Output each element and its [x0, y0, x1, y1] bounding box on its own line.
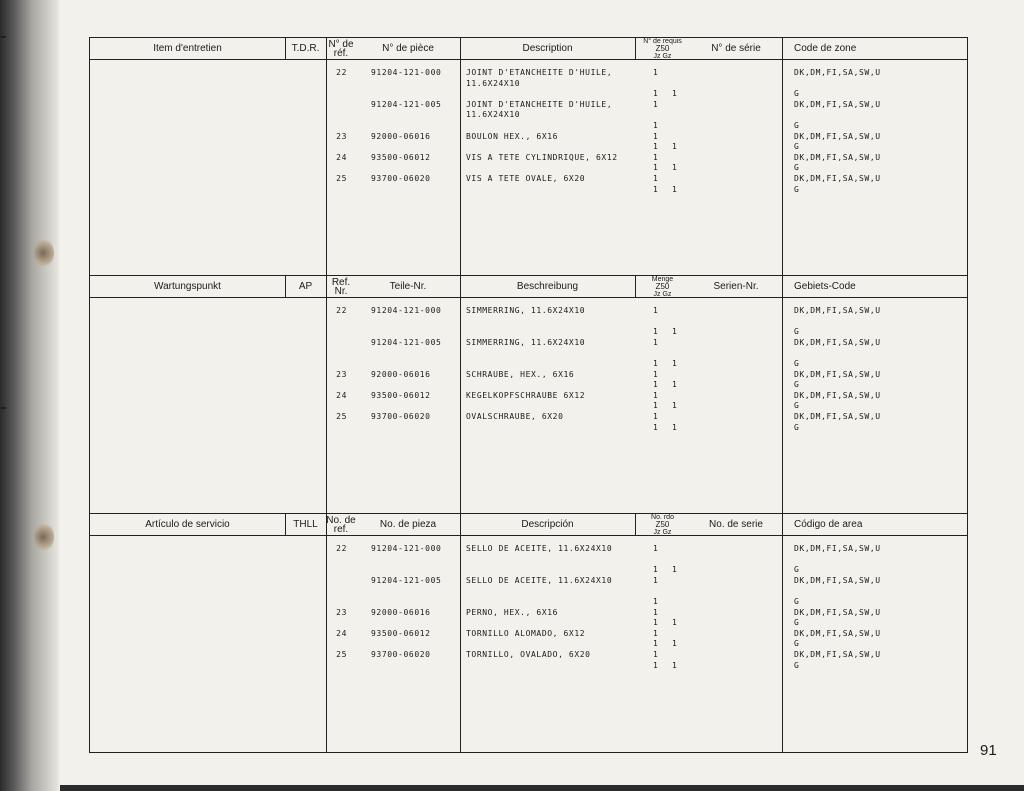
zone-code: G [794, 380, 800, 390]
part-number: 91204-121-000 [371, 306, 442, 315]
table-header [90, 276, 967, 298]
header-ref-top: N° de [328, 38, 354, 50]
part-description: 11.6X24X10 [466, 110, 521, 120]
quantity-gz: 1 [672, 89, 678, 99]
header-description: Description [522, 42, 573, 54]
ref-number: 24 [336, 152, 347, 162]
section-french [89, 37, 968, 276]
quantity-jz: 1 [653, 359, 659, 368]
header-tdr: T.D.R. [291, 42, 320, 54]
table-row [90, 380, 967, 391]
table-row [90, 661, 967, 672]
table-row [90, 650, 967, 661]
part-number: 93700-06020 [371, 412, 431, 421]
header-description: Descripción [521, 518, 574, 530]
parts-list [90, 298, 967, 513]
quantity-jz: 1 [653, 327, 659, 337]
ref-number: 22 [336, 544, 347, 553]
quantity-gz: 1 [672, 184, 678, 194]
quantity-gz: 1 [672, 401, 678, 411]
quantity-jz: 1 [653, 306, 659, 315]
table-row [90, 121, 967, 132]
zone-code: G [794, 401, 800, 411]
header-tdr: THLL [293, 518, 318, 530]
table-row [90, 153, 967, 164]
quantity-jz: 1 [653, 660, 659, 670]
zone-code: DK,DM,FI,SA,SW,U [794, 68, 881, 77]
part-description: TORNILLO, OVALADO, 6X20 [466, 650, 591, 659]
header-quantity [635, 514, 690, 535]
table-row [90, 618, 967, 629]
header-quantity-mid: Z50 [655, 281, 670, 291]
table-row [90, 89, 967, 100]
binding-shadow [0, 0, 60, 791]
zone-code: DK,DM,FI,SA,SW,U [794, 575, 881, 585]
quantity-jz: 1 [653, 597, 659, 606]
zone-code: DK,DM,FI,SA,SW,U [794, 131, 881, 141]
zone-code: DK,DM,FI,SA,SW,U [794, 337, 881, 347]
table-row [90, 555, 967, 566]
table-row [90, 174, 967, 185]
header-service-item: Item d'entretien [153, 42, 222, 54]
page-bottom-edge [60, 785, 1024, 791]
table-row [90, 639, 967, 650]
table-row [90, 586, 967, 597]
ref-number: 25 [336, 412, 347, 421]
table-row [90, 370, 967, 381]
header-ref-no [326, 38, 356, 59]
quantity-gz: 1 [672, 327, 678, 337]
header-quantity-bottom: Jz Gz [653, 52, 672, 60]
part-number: 91204-121-005 [371, 337, 442, 347]
zone-code: DK,DM,FI,SA,SW,U [794, 412, 881, 421]
ref-number: 22 [336, 306, 347, 315]
table-row [90, 597, 967, 608]
header-quantity-bottom: Jz Gz [653, 528, 672, 536]
zone-code: DK,DM,FI,SA,SW,U [794, 174, 881, 183]
part-number: 92000-06016 [371, 607, 431, 617]
ref-number: 24 [336, 390, 347, 400]
section-german [89, 275, 968, 514]
header-ref-bottom: Nr. [334, 285, 348, 297]
part-description: 11.6X24X10 [466, 78, 521, 88]
left-rule-bottom [0, 407, 6, 409]
table-row [90, 142, 967, 153]
quantity-gz: 1 [672, 565, 678, 575]
quantity-jz: 1 [653, 390, 659, 400]
quantity-gz: 1 [672, 422, 678, 432]
zone-code: G [794, 618, 800, 628]
header-quantity [635, 38, 690, 59]
zone-code: DK,DM,FI,SA,SW,U [794, 628, 881, 638]
header-ref-no [326, 514, 356, 535]
zone-code: G [794, 359, 800, 368]
part-description: JOINT D'ETANCHEITE D'HUILE, [466, 68, 613, 77]
part-number: 93700-06020 [371, 650, 431, 659]
part-number: 91204-121-005 [371, 99, 442, 109]
table-row [90, 338, 967, 349]
header-quantity-top: Menge [651, 275, 674, 283]
quantity-jz: 1 [653, 369, 659, 379]
quantity-jz: 1 [653, 575, 659, 585]
header-ref-top: No. de [326, 514, 356, 526]
quantity-jz: 1 [653, 99, 659, 109]
binder-hole-top [34, 238, 54, 268]
table-row [90, 317, 967, 328]
table-header [90, 514, 967, 536]
quantity-gz: 1 [672, 380, 678, 390]
zone-code: DK,DM,FI,SA,SW,U [794, 99, 881, 109]
part-description: PERNO, HEX., 6X16 [466, 607, 559, 617]
zone-code: DK,DM,FI,SA,SW,U [794, 369, 881, 379]
zone-code: G [794, 660, 800, 670]
quantity-jz: 1 [653, 422, 659, 432]
part-number: 91204-121-000 [371, 544, 442, 553]
part-description: OVALSCHRAUBE, 6X20 [466, 412, 564, 421]
zone-code: DK,DM,FI,SA,SW,U [794, 306, 881, 315]
quantity-jz: 1 [653, 184, 659, 194]
part-description: VIS A TETE OVALE, 6X20 [466, 174, 586, 183]
zone-code: G [794, 327, 800, 337]
part-description: JOINT D'ETANCHEITE D'HUILE, [466, 99, 613, 109]
header-part-no: Teile-Nr. [389, 280, 427, 292]
table-row [90, 576, 967, 587]
zone-code: G [794, 597, 800, 606]
header-ref-top: Ref. [331, 276, 351, 288]
header-service-item: Artículo de servicio [145, 518, 230, 530]
header-tdr: AP [298, 280, 313, 292]
table-row [90, 132, 967, 143]
quantity-jz: 1 [653, 174, 659, 183]
part-description: SIMMERRING, 11.6X24X10 [466, 306, 586, 315]
table-row [90, 423, 967, 434]
part-description: KEGELKOPFSCHRAUBE 6X12 [466, 390, 586, 400]
part-number: 93700-06020 [371, 174, 431, 183]
part-number: 92000-06016 [371, 131, 431, 141]
ref-number: 22 [336, 68, 347, 77]
zone-code: DK,DM,FI,SA,SW,U [794, 390, 881, 400]
table-row [90, 401, 967, 412]
table-row [90, 629, 967, 640]
header-ref-bottom: réf. [333, 47, 349, 59]
zone-code: G [794, 121, 800, 130]
zone-code: DK,DM,FI,SA,SW,U [794, 544, 881, 553]
header-quantity-mid: Z50 [655, 519, 670, 529]
part-number: 92000-06016 [371, 369, 431, 379]
quantity-jz: 1 [653, 565, 659, 575]
quantity-gz: 1 [672, 660, 678, 670]
part-description: SCHRAUBE, HEX., 6X16 [466, 369, 575, 379]
parts-list [90, 536, 967, 752]
zone-code: G [794, 639, 800, 649]
quantity-jz: 1 [653, 163, 659, 173]
table-row [90, 565, 967, 576]
part-number: 93500-06012 [371, 628, 431, 638]
zone-code: DK,DM,FI,SA,SW,U [794, 650, 881, 659]
header-serial-no: N° de série [711, 42, 761, 54]
part-description: SIMMERRING, 11.6X24X10 [466, 337, 586, 347]
table-row [90, 608, 967, 619]
part-description: SELLO DE ACEITE, 11.6X24X10 [466, 575, 613, 585]
zone-code: DK,DM,FI,SA,SW,U [794, 607, 881, 617]
table-row [90, 412, 967, 423]
header-ref-bottom: ref. [333, 523, 349, 535]
quantity-jz: 1 [653, 131, 659, 141]
header-quantity [635, 276, 690, 297]
quantity-jz: 1 [653, 544, 659, 553]
quantity-jz: 1 [653, 121, 659, 130]
table-row [90, 348, 967, 359]
quantity-jz: 1 [653, 607, 659, 617]
header-serial-no: No. de serie [709, 518, 763, 530]
left-rule-top [0, 36, 6, 38]
table-row [90, 185, 967, 196]
header-quantity-mid: Z50 [655, 43, 670, 53]
quantity-jz: 1 [653, 412, 659, 421]
part-description: BOULON HEX., 6X16 [466, 131, 559, 141]
quantity-jz: 1 [653, 628, 659, 638]
quantity-gz: 1 [672, 639, 678, 649]
ref-number: 25 [336, 174, 347, 183]
ref-number: 24 [336, 628, 347, 638]
quantity-jz: 1 [653, 337, 659, 347]
page-number: 91 [980, 742, 997, 759]
parts-list [90, 60, 967, 275]
part-number: 91204-121-000 [371, 68, 442, 77]
ref-number: 23 [336, 369, 347, 379]
header-zone-code: Code de zone [794, 42, 857, 54]
quantity-jz: 1 [653, 639, 659, 649]
header-ref-no [326, 276, 356, 297]
ref-number: 23 [336, 131, 347, 141]
header-quantity-top: N° de requis [643, 37, 682, 45]
header-service-item: Wartungspunkt [154, 280, 221, 292]
quantity-jz: 1 [653, 142, 659, 152]
section-spanish [89, 513, 968, 753]
quantity-jz: 1 [653, 89, 659, 99]
binder-hole-bottom [34, 522, 54, 552]
zone-code: G [794, 565, 800, 575]
quantity-gz: 1 [672, 163, 678, 173]
header-part-no: No. de pieza [379, 518, 437, 530]
quantity-gz: 1 [672, 618, 678, 628]
zone-code: G [794, 184, 800, 194]
table-row [90, 391, 967, 402]
zone-code: G [794, 89, 800, 99]
table-row [90, 327, 967, 338]
quantity-gz: 1 [672, 359, 678, 368]
part-number: 93500-06012 [371, 390, 431, 400]
table-row [90, 68, 967, 79]
zone-code: DK,DM,FI,SA,SW,U [794, 152, 881, 162]
table-row [90, 110, 967, 121]
header-part-no: N° de pièce [382, 42, 434, 54]
quantity-jz: 1 [653, 152, 659, 162]
header-zone-code: Código de area [794, 518, 863, 530]
ref-number: 23 [336, 607, 347, 617]
part-description: TORNILLO ALOMADO, 6X12 [466, 628, 586, 638]
quantity-jz: 1 [653, 618, 659, 628]
zone-code: G [794, 422, 800, 432]
part-description: VIS A TETE CYLINDRIQUE, 6X12 [466, 152, 618, 162]
zone-code: G [794, 163, 800, 173]
table-row [90, 359, 967, 370]
table-row [90, 306, 967, 317]
table-row [90, 100, 967, 111]
header-serial-no: Serien-Nr. [713, 280, 759, 292]
table-row [90, 544, 967, 555]
part-number: 93500-06012 [371, 152, 431, 162]
table-header [90, 38, 967, 60]
header-zone-code: Gebiets-Code [794, 280, 856, 292]
header-description: Beschreibung [516, 280, 579, 292]
part-number: 91204-121-005 [371, 575, 442, 585]
quantity-jz: 1 [653, 401, 659, 411]
quantity-jz: 1 [653, 68, 659, 77]
table-row [90, 163, 967, 174]
quantity-gz: 1 [672, 142, 678, 152]
header-quantity-top: No. rdo [651, 513, 674, 521]
table-row [90, 79, 967, 90]
header-quantity-bottom: Jz Gz [653, 290, 672, 298]
part-description: SELLO DE ACEITE, 11.6X24X10 [466, 544, 613, 553]
ref-number: 25 [336, 650, 347, 659]
zone-code: G [794, 142, 800, 152]
quantity-jz: 1 [653, 380, 659, 390]
quantity-jz: 1 [653, 650, 659, 659]
